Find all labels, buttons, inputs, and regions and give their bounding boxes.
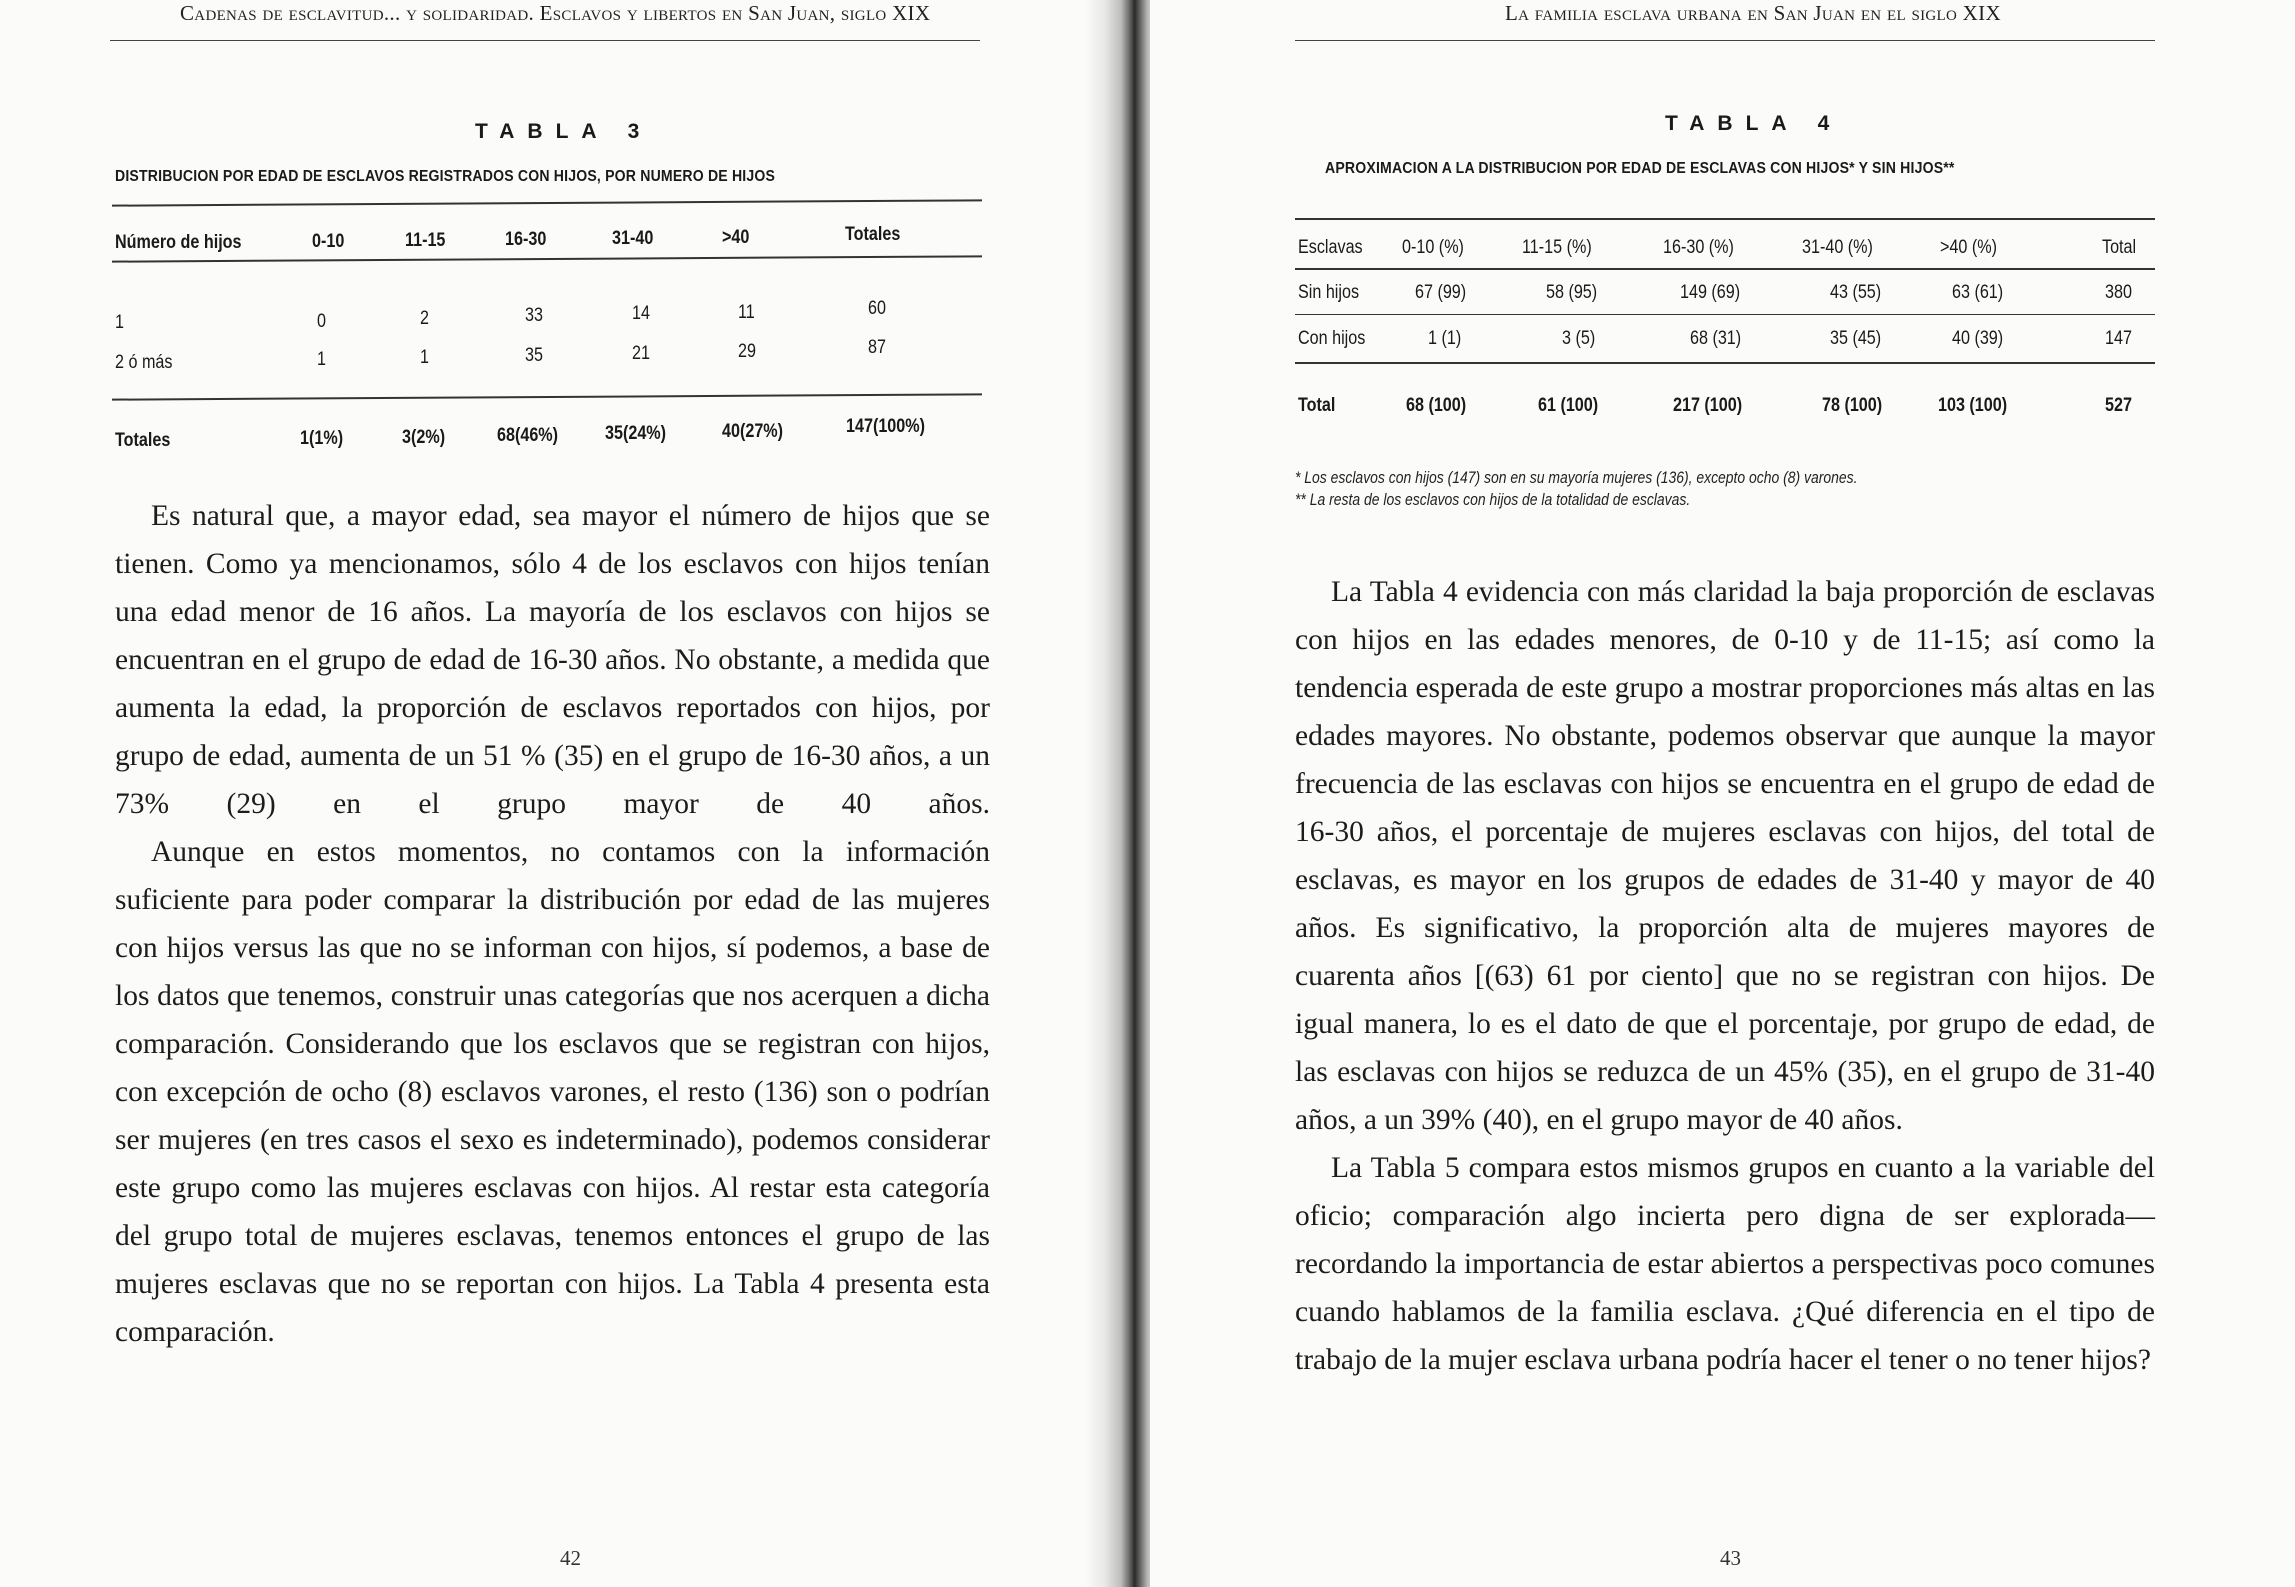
table-4-row-1-total: 380 bbox=[2105, 282, 2132, 303]
table-4-row-2-label: Con hijos bbox=[1298, 328, 1366, 349]
table-4-header-rule bbox=[1295, 268, 2155, 270]
table-4-totals-0-10: 68 (100) bbox=[1406, 395, 1467, 416]
right-page-number: 43 bbox=[1720, 1546, 1741, 1570]
table-4-row-2-0-10: 1 (1) bbox=[1428, 328, 1462, 349]
table-4-totals-total: 527 bbox=[2105, 395, 2132, 416]
table-4-header-total: Total bbox=[2102, 237, 2137, 258]
right-paragraph-2: La Tabla 5 compara estos mismos grupos en cuanto a la variable del oficio; comparación algo incierta pero digna de ser explorada—recordando la importancia de estar abiertos a perspectivas poco comunes cuando hablamos de la familia esclava. ¿Qué diferencia en el tipo de trabajo de la mujer esclava urbana podría hacer el tener o no tener hijos? bbox=[1295, 1152, 2155, 1376]
table-3-header-number: Número de hijos bbox=[115, 232, 242, 253]
table-3-caption: DISTRIBUCION POR EDAD DE ESCLAVOS REGISTRADOS CON HIJOS, POR NUMERO DE HIJOS bbox=[115, 168, 776, 185]
table-3-header-gt40: >40 bbox=[722, 227, 750, 248]
table-4-header-gt40: >40 (%) bbox=[1940, 237, 1998, 258]
table-3-header-totals: Totales bbox=[845, 224, 901, 245]
table-3-title: TABLA 3 bbox=[475, 120, 653, 143]
left-paragraph-1: Es natural que, a mayor edad, sea mayor el número de hijos que se tienen. Como ya mencionamos, sólo 4 de los esclavos con hijos tenían una edad menor de 16 años. La mayoría de los esclavos con hijos se encuentran en el grupo de edad de 16-30 años. No obstante, a medida que aumenta la edad, la proporción de esclavos reportados con hijos, por grupo de edad, aumenta de un 51 % (35) en el grupo de 16-30 años, a un 73% (29) en el grupo mayor de 40 años. bbox=[115, 500, 990, 820]
table-3-totals-31-40: 35(24%) bbox=[605, 423, 667, 444]
table-3-header-0-10: 0-10 bbox=[312, 231, 345, 252]
table-4-row-rule bbox=[1295, 314, 2155, 315]
table-4-row-2-16-30: 68 (31) bbox=[1690, 328, 1742, 349]
table-3-row-2-31-40: 21 bbox=[632, 343, 650, 364]
table-4-totals-gt40: 103 (100) bbox=[1938, 395, 2008, 416]
table-4-footnote-1: * Los esclavos con hijos (147) son en su mayoría mujeres (136), excepto ocho (8) varones. bbox=[1295, 468, 1858, 487]
table-3-totals-0-10: 1(1%) bbox=[300, 428, 344, 449]
table-4-row-1-0-10: 67 (99) bbox=[1415, 282, 1467, 303]
table-3-row-1-totals: 60 bbox=[868, 298, 886, 319]
right-body-text bbox=[1295, 568, 2155, 1384]
table-4-header-0-10: 0-10 (%) bbox=[1402, 237, 1464, 258]
table-3-header-11-15: 11-15 bbox=[405, 230, 446, 251]
table-3-row-1-gt40: 11 bbox=[738, 302, 755, 323]
table-3-row-1-label: 1 bbox=[115, 312, 124, 333]
table-4-row-1-label: Sin hijos bbox=[1298, 282, 1360, 303]
table-4-row-1-31-40: 43 (55) bbox=[1830, 282, 1882, 303]
table-3-row-2-16-30: 35 bbox=[525, 345, 543, 366]
table-3-header-16-30: 16-30 bbox=[505, 229, 547, 250]
table-4-row-2-gt40: 40 (39) bbox=[1952, 328, 2004, 349]
right-head-rule bbox=[1295, 40, 2155, 41]
table-3-row-2-0-10: 1 bbox=[317, 349, 326, 370]
table-4-row-1-11-15: 58 (95) bbox=[1546, 282, 1598, 303]
right-running-head: La familia esclava urbana en San Juan en el siglo XIX bbox=[1505, 1, 2001, 25]
table-3-row-1-11-15: 2 bbox=[420, 308, 429, 329]
table-4-totals-16-30: 217 (100) bbox=[1673, 395, 1743, 416]
table-3-row-2-11-15: 1 bbox=[420, 347, 429, 368]
table-4-header-16-30: 16-30 (%) bbox=[1663, 237, 1734, 258]
table-4-header-esclavas: Esclavas bbox=[1298, 237, 1363, 258]
table-3-totals-rule bbox=[112, 393, 982, 400]
table-3-header-31-40: 31-40 bbox=[612, 228, 654, 249]
table-4-totals-31-40: 78 (100) bbox=[1822, 395, 1883, 416]
table-4-caption: APROXIMACION A LA DISTRIBUCION POR EDAD DE ESCLAVAS CON HIJOS* Y SIN HIJOS** bbox=[1325, 160, 1955, 177]
table-4-row-1-16-30: 149 (69) bbox=[1680, 282, 1741, 303]
table-3-row-1-0-10: 0 bbox=[317, 311, 326, 332]
table-4-footnote-2: ** La resta de los esclavos con hijos de la totalidad de esclavas. bbox=[1295, 490, 1691, 509]
table-4-row-2-31-40: 35 (45) bbox=[1830, 328, 1882, 349]
table-4-header-31-40: 31-40 (%) bbox=[1802, 237, 1873, 258]
left-page bbox=[0, 0, 1115, 1587]
table-3-row-1-31-40: 14 bbox=[632, 303, 650, 324]
table-3-row-1-16-30: 33 bbox=[525, 305, 543, 326]
table-3-row-2-gt40: 29 bbox=[738, 341, 756, 362]
left-body-text bbox=[115, 492, 990, 1356]
table-3-totals-gt40: 40(27%) bbox=[722, 421, 784, 442]
table-4-header-11-15: 11-15 (%) bbox=[1522, 237, 1592, 258]
right-page bbox=[1150, 0, 2295, 1587]
table-4-totals-11-15: 61 (100) bbox=[1538, 395, 1599, 416]
table-4-title: TABLA 4 bbox=[1665, 112, 1843, 135]
table-4-totals-label: Total bbox=[1298, 395, 1336, 416]
left-running-head: Cadenas de esclavitud... y solidaridad. Esclavos y libertos en San Juan, siglo XIX bbox=[180, 1, 931, 25]
table-3-header-rule bbox=[112, 255, 982, 262]
left-paragraph-2: Aunque en estos momentos, no contamos con la información suficiente para poder comparar la distribución por edad de las mujeres con hijos versus las que no se informan con hijos, sí podemos, a base de los datos que tenemos, construir unas categorías que nos acerquen a dicha comparación. Considerando que los esclavos que se registran con hijos, con excepción de ocho (8) esclavos varones, el resto (136) son o podrían ser mujeres (en tres casos el sexo es indeterminado), podemos considerar este grupo como las mujeres esclavas con hijos. Al restar esta categoría del grupo total de mujeres esclavas, tenemos entonces el grupo de las mujeres esclavas que no se reportan con hijos. La Tabla 4 presenta esta comparación. bbox=[115, 836, 990, 1348]
table-3-totals-16-30: 68(46%) bbox=[497, 425, 559, 446]
table-3-row-2-totals: 87 bbox=[868, 337, 886, 358]
table-3-totals-label: Totales bbox=[115, 430, 171, 451]
left-head-rule bbox=[110, 40, 980, 41]
table-4-row-1-gt40: 63 (61) bbox=[1952, 282, 2004, 303]
table-4-totals-rule bbox=[1295, 362, 2155, 364]
table-3-row-2-label: 2 ó más bbox=[115, 352, 173, 373]
left-page-number: 42 bbox=[560, 1546, 581, 1570]
table-4-row-2-11-15: 3 (5) bbox=[1562, 328, 1596, 349]
table-4-top-rule bbox=[1295, 218, 2155, 220]
table-3-totals-11-15: 3(2%) bbox=[402, 427, 446, 448]
table-3-totals-totals: 147(100%) bbox=[846, 416, 926, 437]
table-4-row-2-total: 147 bbox=[2105, 328, 2132, 349]
right-paragraph-1: La Tabla 4 evidencia con más claridad la baja proporción de esclavas con hijos en las edades menores, de 0-10 y de 11-15; así como la tendencia esperada de este grupo a mostrar proporciones más altas en las edades mayores. No obstante, podemos observar que aunque la mayor frecuencia de las esclavas con hijos se encuentra en el grupo de edad de 16-30 años, el porcentaje de mujeres esclavas con hijos, del total de esclavas, es mayor en los grupos de edades de 31-40 y mayor de 40 años. Es significativo, la proporción alta de mujeres mayores de cuarenta años [(63) 61 por ciento] que no se registran con hijos. De igual manera, lo es el dato de que el porcentaje, por grupo de edad, de las esclavas con hijos se reduzca de un 45% (35), en el grupo de 31-40 años, a un 39% (40), en el grupo mayor de 40 años. bbox=[1295, 576, 2155, 1136]
table-3-top-rule bbox=[112, 199, 982, 206]
